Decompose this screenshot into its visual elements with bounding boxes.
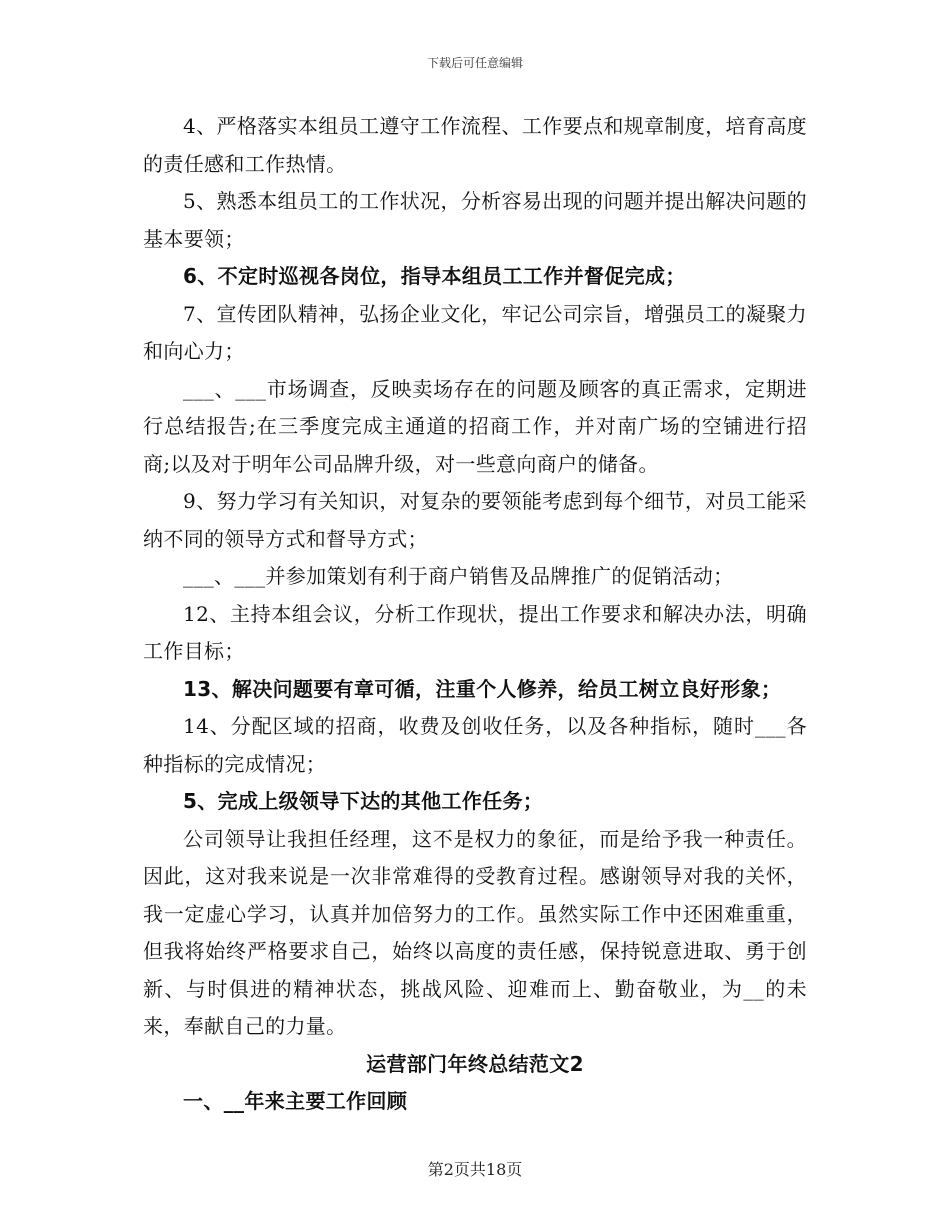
paragraph-item-4: 4、严格落实本组员工遵守工作流程、工作要点和规章制度，培育高度的责任感和工作热情。 [143, 114, 807, 176]
paragraph-item-13: 13、解决问题要有章可循，注重个人修养，给员工树立良好形象； [183, 676, 782, 701]
page-header: 下载后可任意编辑 [426, 56, 523, 70]
paragraph-item-5: 5、熟悉本组员工的工作状况，分析容易出现的问题并提出解决问题的基本要领； [143, 189, 807, 251]
paragraph-item-12: 12、主持本组会议，分析工作现状，提出工作要求和解决办法，明确工作目标； [143, 601, 807, 663]
paragraph-item-8: ___、___市场调查，反映卖场存在的问题及顾客的真正需求，定期进行总结报告;在三季度完成主通道的招商工作，并对南广场的空铺进行招商;以及对于明年公司品牌升级，对一些意向商户的储备。 [143, 376, 807, 476]
document-body [143, 108, 807, 1121]
paragraph-item-9: 9、努力学习有关知识，对复杂的要领能考虑到每个细节，对员工能采纳不同的领导方式和督导方式； [143, 489, 807, 551]
paragraph-item-15: 5、完成上级领导下达的其他工作任务； [183, 789, 544, 813]
paragraph-item-7: 7、宣传团队精神，弘扬企业文化，牢记公司宗旨，增强员工的凝聚力和向心力； [143, 301, 807, 363]
closing-paragraph: 公司领导让我担任经理，这不是权力的象征，而是给予我一种责任。因此，这对我来说是一次非常难得的受教育过程。感谢领导对我的关怀，我一定虚心学习，认真并加倍努力的工作。虽然实际工作中还困难重重，但我将始终严格要求自己，始终以高度的责任感，保持锐意进取、勇于创新、与时俱进的精神状态，挑战风险、迎难而上、勤奋敬业，为__的未来，奉献自己的力量。 [143, 826, 807, 1038]
paragraph-item-6: 6、不定时巡视各岗位，指导本组员工工作并督促完成； [183, 264, 686, 288]
page-footer: 第2页共18页 [427, 1160, 523, 1179]
section-heading: 一、__年来主要工作回顾 [183, 1089, 408, 1113]
section-title: 运营部门年终总结范文2 [366, 1051, 584, 1076]
paragraph-item-14: 14、分配区域的招商，收费及创收任务，以及各种指标，随时___各种指标的完成情况； [143, 714, 807, 776]
paragraph-item-10-11: ___、___并参加策划有利于商户销售及品牌推广的促销活动； [183, 564, 734, 588]
